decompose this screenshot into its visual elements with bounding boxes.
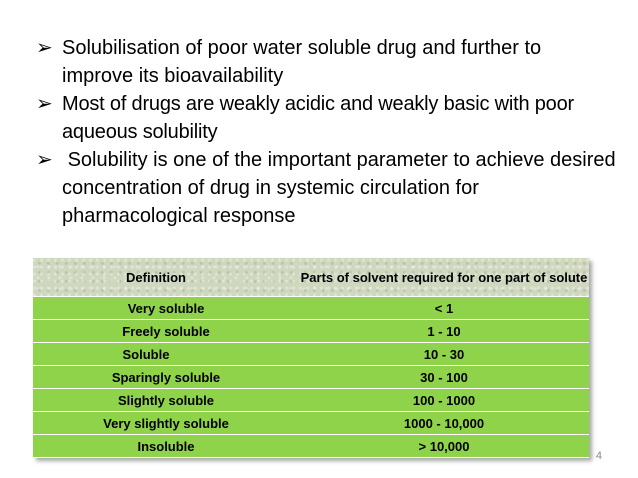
table-row	[33, 297, 589, 320]
bullet-solubility-parameter	[36, 146, 622, 230]
bullet-weak-acids-bases	[36, 90, 616, 146]
parts-cell: > 10,000	[299, 435, 589, 458]
arrow-bullet-icon: ➢	[36, 37, 53, 59]
parts-cell: 30 - 100	[299, 366, 589, 389]
definition-cell: Freely soluble	[33, 320, 299, 343]
definition-cell: Slightly soluble	[33, 389, 299, 412]
definition-cell: Very soluble	[33, 297, 299, 320]
table-row	[33, 389, 589, 412]
solubility-table	[33, 258, 589, 458]
table-row	[33, 366, 589, 389]
bullet-text: Solubilisation of poor water soluble drug and further to improve its bioavailability	[62, 37, 542, 87]
header-parts-of-solvent: Parts of solvent required for one part of solute	[299, 258, 589, 297]
parts-cell: 100 - 1000	[299, 389, 589, 412]
definition-cell: Soluble	[33, 343, 299, 366]
table-row	[33, 435, 589, 458]
parts-cell: 1000 - 10,000	[299, 412, 589, 435]
slide-number: 4	[595, 450, 602, 462]
definition-cell: Insoluble	[33, 435, 299, 458]
arrow-bullet-icon: ➢	[36, 149, 53, 171]
parts-cell: < 1	[299, 297, 589, 320]
table-row	[33, 412, 589, 435]
definition-cell: Very slightly soluble	[33, 412, 299, 435]
arrow-bullet-icon: ➢	[36, 93, 53, 115]
table-row	[33, 343, 589, 366]
table-header-row	[33, 258, 589, 297]
parts-cell: 1 - 10	[299, 320, 589, 343]
bullet-solubilisation	[36, 34, 616, 90]
bullet-text: Solubility is one of the important parameter to achieve desired concentration of drug in systemic circulation for pharmacological response	[62, 149, 622, 227]
table-row	[33, 320, 589, 343]
definition-cell: Sparingly soluble	[33, 366, 299, 389]
parts-cell: 10 - 30	[299, 343, 589, 366]
header-definition: Definition	[33, 258, 299, 297]
bullet-list	[36, 34, 622, 230]
bullet-text: Most of drugs are weakly acidic and weakly basic with poor aqueous solubility	[62, 93, 574, 143]
